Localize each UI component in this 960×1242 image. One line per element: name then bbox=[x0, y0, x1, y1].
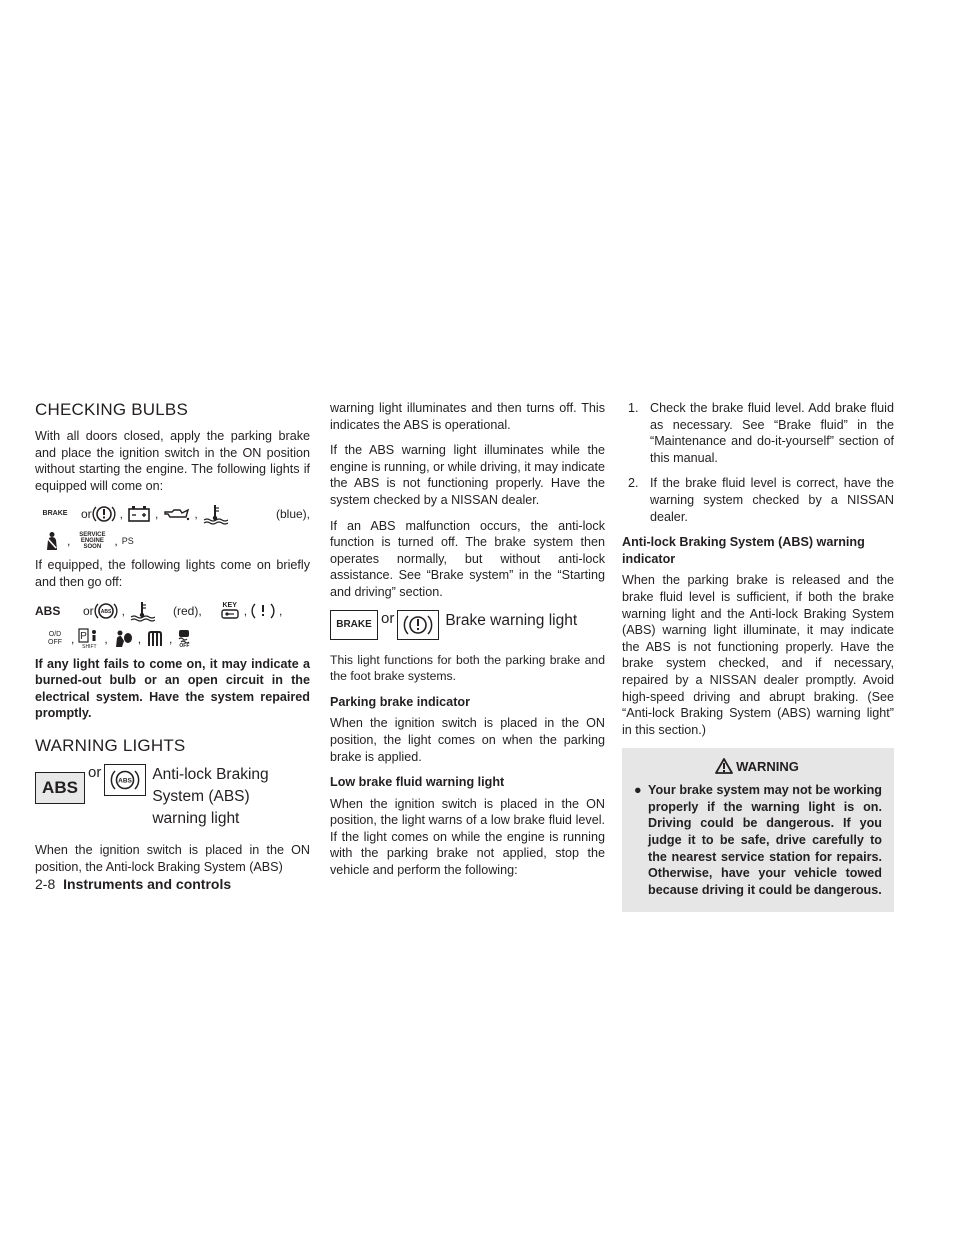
parking-brake-text: When the ignition switch is placed in the ON position, the light comes on when the parking brake is applied. bbox=[330, 716, 605, 764]
warning-title: WARNING bbox=[736, 758, 799, 774]
checking-bulbs-intro: With all doors closed, apply the parking brake and place the ignition switch in the ON position without starting the engine. The following lights if equipped will come on: bbox=[35, 429, 310, 493]
seat-belt-icon bbox=[41, 531, 63, 551]
column-3 bbox=[622, 400, 894, 912]
comma: , bbox=[114, 534, 118, 549]
comma: , bbox=[121, 603, 126, 618]
abs-circle-box-icon bbox=[104, 764, 146, 796]
comma: , bbox=[243, 603, 248, 618]
svg-text:ABS: ABS bbox=[100, 608, 111, 615]
od-off-icon: O/D OFF bbox=[48, 630, 62, 646]
checking-bulbs-heading: CHECKING BULBS bbox=[35, 400, 189, 419]
key-warning-icon bbox=[220, 603, 240, 619]
power-steering-icon: PS bbox=[121, 536, 134, 547]
list-item-text: Check the brake fluid level. Add brake fluid as necessary. See “Brake fluid” in the “Maintenance and do-it-yourself” section of this manual. bbox=[650, 401, 894, 465]
skid-car-icon bbox=[176, 629, 192, 643]
abs-operational-text: warning light illuminates and then turns off. This indicates the ABS is operational. bbox=[330, 401, 605, 432]
indicator-row-2 bbox=[35, 531, 310, 551]
abs-indicator-text: When the parking brake is released and the brake fluid level is sufficient, if both the brake warning light and the Anti-lock Braking System (ABS) warning light illuminate, it may indicate the ABS is not functioning properly. Have the brake system checked, and if necessary, repaired by a NISSAN dealer promptly. Avoid high-speed driving and abrupt braking. (See “Anti-lock Braking System (ABS) warning light” in this section.) bbox=[622, 573, 894, 737]
comma: , bbox=[194, 507, 198, 522]
brake-light-function-text: This light functions for both the parking brake and the foot brake systems. bbox=[330, 652, 605, 684]
low-brake-fluid-heading: Low brake fluid warning light bbox=[330, 775, 505, 790]
warning-header bbox=[632, 758, 882, 774]
list-item-number: 2. bbox=[628, 476, 639, 491]
abs-malfunction-text: If an ABS malfunction occurs, the anti-lock function is turned off. The brake system then operates normally, but without anti-lock assistance. See “Brake system” in the “Starting and driving” section. bbox=[330, 518, 605, 599]
indicator-row-4 bbox=[35, 628, 310, 650]
brake-box-icon: BRAKE bbox=[330, 610, 378, 640]
oil-pressure-icon bbox=[162, 506, 190, 522]
low-brake-fluid-text: When the ignition switch is placed in the ON position, the light warns of a low brake fluid level. If the light comes on while the engine is running with the parking brake not applied, stop the vehicle and perform the following: bbox=[330, 796, 605, 878]
red-text: (red), bbox=[173, 603, 202, 618]
svg-text:P: P bbox=[80, 630, 88, 642]
svg-text:ABS: ABS bbox=[118, 777, 133, 785]
column-1 bbox=[35, 400, 310, 884]
indicator-row-3 bbox=[35, 600, 310, 622]
park-foot-icon bbox=[78, 628, 100, 644]
comma: , bbox=[71, 631, 75, 646]
battery-charge-icon bbox=[127, 505, 151, 523]
abs-label-line-3: warning light bbox=[152, 809, 240, 827]
abs-circle-icon bbox=[94, 601, 118, 621]
list-item-number: 1. bbox=[628, 401, 639, 415]
or-text: or bbox=[88, 763, 102, 781]
blue-text: (blue), bbox=[275, 507, 310, 522]
page-footer bbox=[35, 876, 231, 892]
or-text: or bbox=[83, 603, 94, 618]
column-2 bbox=[330, 400, 605, 888]
abs-text-icon: ABS bbox=[35, 603, 61, 618]
vdc-off-icon bbox=[176, 629, 192, 649]
abs-label-line-2: System (ABS) bbox=[152, 787, 250, 805]
key-text: KEY bbox=[222, 601, 237, 609]
parking-brake-indicator-heading: Parking brake indicator bbox=[330, 694, 470, 709]
or-text: or bbox=[381, 609, 395, 627]
abs-warning-light-block bbox=[35, 764, 310, 830]
comma: , bbox=[137, 631, 142, 646]
list-item-text: If the brake fluid level is correct, have the warning system checked by a NISSAN dealer. bbox=[650, 476, 894, 524]
abs-box-icon: ABS bbox=[35, 772, 85, 804]
comma: , bbox=[119, 507, 124, 522]
bulb-failure-note: If any light fails to come on, it may indicate a burned-out bulb or an open circuit in the electrical system. Have the system repaired promptly. bbox=[35, 656, 310, 721]
airbag-icon bbox=[112, 629, 134, 649]
warning-lights-heading: WARNING LIGHTS bbox=[35, 735, 186, 755]
comma: , bbox=[169, 631, 173, 646]
list-item bbox=[622, 400, 894, 466]
warning-item bbox=[632, 782, 882, 898]
door-open-icon bbox=[145, 629, 165, 649]
abs-driving-text: If the ABS warning light illuminates while the engine is running, or while driving, it may indicate the ABS is not functioning properly. Have the system checked by a NISSAN dealer. bbox=[330, 443, 605, 507]
warning-exclamation-icon bbox=[251, 601, 275, 621]
comma: , bbox=[155, 507, 159, 522]
or-text: or bbox=[81, 507, 92, 522]
brake-circle-box-icon bbox=[397, 610, 439, 640]
abs-warning-label bbox=[152, 764, 268, 830]
bullet-icon: ● bbox=[634, 783, 642, 798]
brake-warning-light-block bbox=[330, 610, 605, 640]
briefly-lights-text: If equipped, the following lights come on briefly and then go off: bbox=[35, 558, 310, 589]
brake-warning-icon bbox=[92, 504, 116, 524]
abs-warning-indicator-heading: Anti-lock Braking System (ABS) warning indicator bbox=[622, 535, 865, 566]
engine-coolant-temp-icon bbox=[202, 503, 228, 525]
abs-label-line-1: Anti-lock Braking bbox=[152, 765, 269, 783]
indicator-row-1 bbox=[35, 503, 310, 525]
warning-triangle-icon bbox=[715, 758, 733, 774]
list-item bbox=[622, 475, 894, 525]
chapter-title: Instruments and controls bbox=[63, 876, 232, 892]
brake-warning-label: Brake warning light bbox=[445, 611, 578, 629]
comma: , bbox=[67, 534, 71, 549]
off-text: OFF bbox=[179, 642, 190, 649]
warning-box bbox=[622, 748, 894, 912]
engine-coolant-temp-icon bbox=[129, 600, 155, 622]
brake-text-icon: BRAKE bbox=[42, 510, 68, 518]
comma: , bbox=[279, 603, 283, 618]
shift-park-icon bbox=[78, 628, 100, 650]
brake-fluid-steps bbox=[622, 400, 894, 525]
shift-text: SHIFT bbox=[82, 643, 97, 650]
service-engine-soon-icon: SERVICE ENGINE SOON bbox=[79, 532, 106, 551]
page-number: 2-8 bbox=[35, 876, 56, 892]
key-car-icon bbox=[220, 609, 240, 619]
comma: , bbox=[104, 631, 108, 646]
warning-text: Your brake system may not be working properly if the warning light is on. Driving could be dangerous. If you judge it to be safe, drive carefully to the nearest service station for repairs. Otherwise, have your vehicle towed because driving it could be dangerous. bbox=[648, 783, 882, 897]
abs-intro-text: When the ignition switch is placed in the ON position, the Anti-lock Braking System (ABS) bbox=[35, 842, 310, 874]
